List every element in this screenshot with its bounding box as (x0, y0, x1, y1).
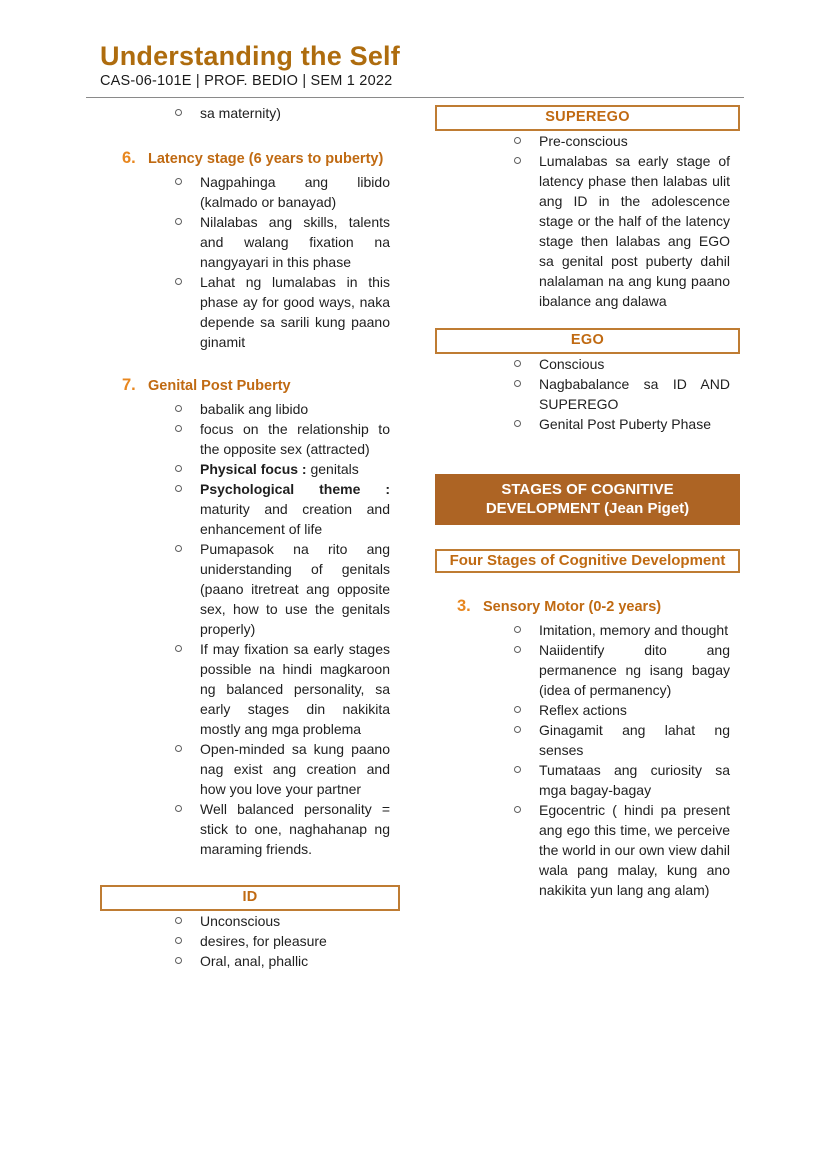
section-heading (100, 149, 400, 169)
ego-heading-box (435, 328, 740, 354)
section-heading (100, 376, 400, 396)
circle-bullet-icon (175, 745, 182, 752)
carryover-bullet-list (100, 103, 400, 123)
circle-bullet-icon (175, 545, 182, 552)
banner-label: STAGES OF COGNITIVE DEVELOPMENT (Jean Piget) (485, 481, 690, 517)
section-title: Sensory Motor (0-2 years) (483, 599, 662, 615)
circle-bullet-icon (175, 425, 182, 432)
circle-bullet-icon (514, 420, 521, 427)
header-divider (86, 97, 744, 98)
list-item-text: Conscious (539, 356, 605, 372)
list-item (513, 131, 740, 151)
circle-bullet-icon (175, 917, 182, 924)
list-item (174, 419, 400, 459)
list-item (174, 479, 400, 539)
circle-bullet-icon (514, 706, 521, 713)
list-item-text: Unconscious (200, 913, 281, 929)
list-item (174, 951, 400, 971)
circle-bullet-icon (514, 806, 521, 813)
list-item (513, 374, 740, 414)
section-number: 3. (457, 597, 471, 615)
list-item (174, 739, 400, 799)
section-title: Genital Post Puberty (148, 378, 291, 394)
section-bullet-list (435, 620, 740, 900)
list-item-text: Nilalabas ang skills, talents and walang fixation na nangyayari in this phase (200, 214, 390, 270)
list-item-text: Genital Post Puberty Phase (539, 416, 711, 432)
list-item (513, 760, 740, 800)
list-item-text: Reflex actions (539, 702, 627, 718)
four-stages-heading-box (435, 549, 740, 573)
circle-bullet-icon (175, 278, 182, 285)
list-item (174, 931, 400, 951)
list-item-text: Well balanced personality = stick to one, naghahanap ng maraming friends. (200, 801, 390, 857)
list-item (513, 640, 740, 700)
circle-bullet-icon (514, 646, 521, 653)
section-number: 6. (122, 149, 136, 167)
list-item-text: Ginagamit ang lahat ng senses (539, 722, 730, 758)
list-item (174, 103, 400, 123)
circle-bullet-icon (514, 626, 521, 633)
list-item (174, 639, 400, 739)
circle-bullet-icon (175, 465, 182, 472)
list-item-text: Open-minded sa kung paano nag exist ang creation and how you love your partner (200, 741, 390, 797)
id-bullet-list (100, 911, 400, 971)
list-item-text: Pumapasok na rito ang uniderstanding of genitals (paano itretreat ang opposite sex, how to use the genitals properly) (200, 541, 390, 637)
list-item-text: Nagbabalance sa ID AND SUPEREGO (539, 376, 730, 412)
id-heading-box (100, 885, 400, 911)
list-item-text: sa maternity) (200, 105, 281, 121)
circle-bullet-icon (514, 137, 521, 144)
list-item-text: babalik ang libido (200, 401, 309, 417)
list-item (174, 539, 400, 639)
list-item (174, 399, 400, 419)
id-heading-label: ID (242, 889, 258, 905)
section-sensory-motor (435, 597, 740, 900)
section-heading (435, 597, 740, 617)
circle-bullet-icon (175, 178, 182, 185)
list-item (513, 620, 740, 640)
list-item (174, 459, 400, 479)
circle-bullet-icon (175, 485, 182, 492)
circle-bullet-icon (175, 957, 182, 964)
circle-bullet-icon (514, 157, 521, 164)
list-item-text: Imitation, memory and thought (539, 622, 729, 638)
list-item (513, 720, 740, 760)
list-item (174, 172, 400, 212)
list-item (174, 212, 400, 272)
superego-bullet-list (435, 131, 740, 311)
ego-heading-label: EGO (570, 332, 605, 348)
section-bullet-list (100, 399, 400, 859)
circle-bullet-icon (175, 109, 182, 116)
list-item (513, 414, 740, 434)
circle-bullet-icon (175, 645, 182, 652)
stages-of-cognitive-development-banner (435, 474, 740, 525)
section-genital-post-puberty (100, 376, 400, 859)
ego-bullet-list (435, 354, 740, 434)
right-column (435, 103, 740, 900)
list-item-text: Psychological theme : maturity and creation and enhancement of life (200, 481, 390, 537)
list-item (174, 272, 400, 352)
section-bullet-list (100, 172, 400, 352)
circle-bullet-icon (514, 766, 521, 773)
circle-bullet-icon (514, 360, 521, 367)
section-title: Latency stage (6 years to puberty) (148, 151, 384, 167)
list-item (174, 799, 400, 859)
list-item-text: Naiidentify dito ang permanence ng isang bagay (idea of permanency) (539, 642, 730, 698)
circle-bullet-icon (175, 805, 182, 812)
circle-bullet-icon (514, 726, 521, 733)
list-item-text: Tumataas ang curiosity sa mga bagay-bagay (539, 762, 730, 798)
list-item-text: desires, for pleasure (200, 933, 327, 949)
list-item-text: Physical focus : genitals (200, 461, 359, 477)
section-latency-stage (100, 149, 400, 352)
list-item-text: Oral, anal, phallic (200, 953, 309, 969)
list-item-text: Egocentric ( hindi pa present ang ego this time, we perceive the world in our own view dahil wala pang malay, kung ano nakikita yun lang ang alam) (539, 802, 730, 898)
page-title: Understanding the Self (100, 41, 400, 71)
left-column (100, 103, 400, 971)
list-item-text: Lahat ng lumalabas in this phase ay for good ways, naka depende sa sarili kung paano ginamit (200, 274, 390, 350)
list-item-text: If may fixation sa early stages possible na hindi magkaroon ng balanced personality, sa early stages din nakikita mostly ang mga problema (200, 641, 390, 737)
list-item (513, 700, 740, 720)
document-header (100, 42, 400, 89)
list-item-text: Lumalabas sa early stage of latency phase then lalabas ulit ang ID in the adolescence stage or the half of the latency stage then lalabas ang EGO sa genital post puberty dahil nalalaman na ang kung paano ibalance ang dalawa (539, 153, 730, 309)
superego-heading-box (435, 105, 740, 131)
list-item (513, 151, 740, 311)
page-subtitle: CAS-06-101E | PROF. BEDIO | SEM 1 2022 (100, 73, 393, 89)
circle-bullet-icon (175, 937, 182, 944)
section-number: 7. (122, 376, 136, 394)
list-item-text: focus on the relationship to the opposite sex (attracted) (200, 421, 390, 457)
circle-bullet-icon (514, 380, 521, 387)
circle-bullet-icon (175, 405, 182, 412)
circle-bullet-icon (175, 218, 182, 225)
superego-heading-label: SUPEREGO (545, 109, 630, 125)
list-item-text: Pre-conscious (539, 133, 628, 149)
list-item (174, 911, 400, 931)
four-stages-heading-label: Four Stages of Cognitive Development (449, 552, 726, 569)
list-item (513, 800, 740, 900)
list-item-text: Nagpahinga ang libido (kalmado or banayad) (200, 174, 390, 210)
list-item (513, 354, 740, 374)
